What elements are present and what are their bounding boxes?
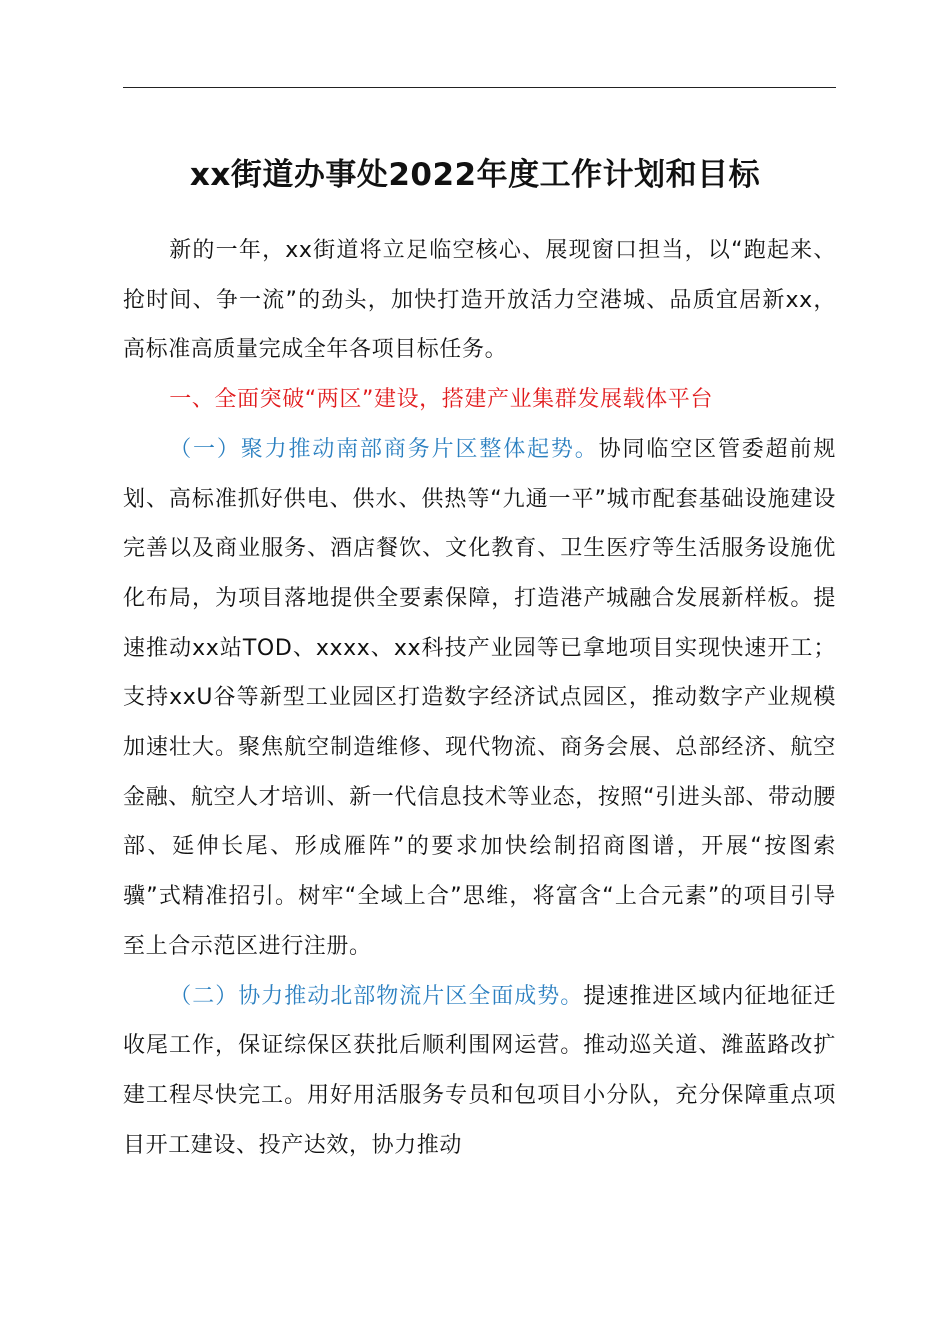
section-heading-1: 一、全面突破“两区”建设，搭建产业集群发展载体平台 [169,387,713,413]
item-text-2: 提速推进区域内征地征迁收尾工作，保证综保区获批后顺利围网运营。推动巡关道、潍蓝路改扩建工程尽快完工。用好用活服务专员和包项目小分队，充分保障重点项目开工建设、投产达效，协力推动 [123,983,836,1158]
header-rule [123,87,836,88]
intro-paragraph: 新的一年，xx街道将立足临空核心、展现窗口担当，以“跑起来、抢时间、争一流”的劲头，加快打造开放活力空港城、品质宜居新xx，高标准高质量完成全年各项目标任务。 [123,238,836,363]
item-subheading-1: （一）聚力推动南部商务片区整体起势。 [169,436,599,462]
item-paragraph-2 [123,972,836,1171]
document-title: xx街道办事处2022年度工作计划和目标 [189,157,761,193]
item-subheading-2: （二）协力推动北部物流片区全面成势。 [169,983,584,1009]
item-text-1: 协同临空区管委超前规划、高标准抓好供电、供水、供热等“九通一平”城市配套基础设施建设完善以及商业服务、酒店餐饮、文化教育、卫生医疗等生活服务设施优化布局，为项目落地提供全要素保障，打造港产城融合发展新样板。提速推动xx站TOD、xxxx、xx科技产业园等已拿地项目实现快速开工；支持xxU谷等新型工业园区打造数字经济试点园区，推动数字产业规模加速壮大。聚焦航空制造维修、现代物流、商务会展、总部经济、航空金融、航空人才培训、新一代信息技术等业态，按照“引进头部、带动腰部、延伸长尾、形成雁阵”的要求加快绘制招商图谱，开展“按图索骥”式精准招引。树牢“全域上合”思维，将富含“上合元素”的项目引导至上合示范区进行注册。 [123,436,836,959]
item-paragraph-1 [123,425,836,972]
document-body [123,226,836,1170]
